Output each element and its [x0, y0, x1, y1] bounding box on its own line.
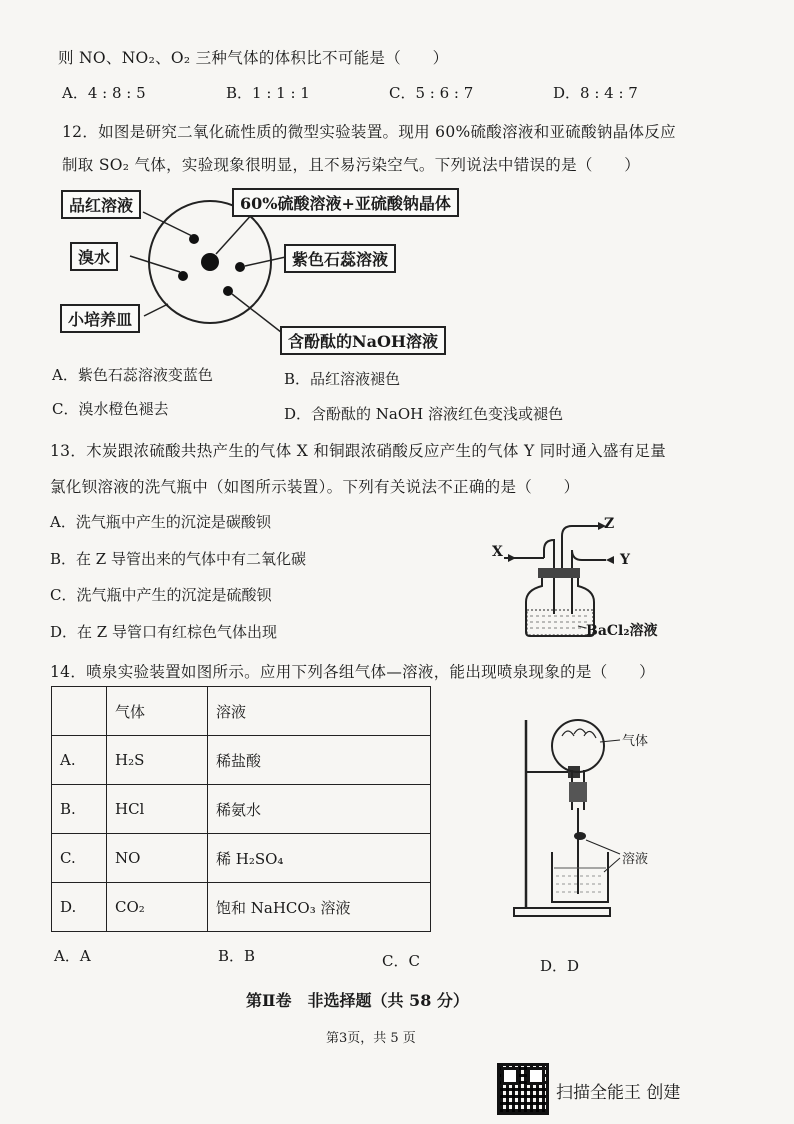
- table-cell: NO: [107, 834, 208, 883]
- q11-option-c: C．5 : 6 : 7: [389, 84, 474, 102]
- q13-option-c: C．洗气瓶中产生的沉淀是硫酸钡: [50, 586, 272, 604]
- table-header-cell: [52, 687, 107, 736]
- q12-option-b: B．品红溶液褪色: [284, 370, 401, 388]
- q14-option-b: B．B: [218, 947, 256, 965]
- table-cell: 稀氨水: [208, 785, 431, 834]
- acid-center-dot: [201, 253, 219, 271]
- label-acid: 60%硫酸溶液+亚硫酸钠晶体: [232, 188, 459, 217]
- q14-option-c: C．C: [382, 952, 420, 970]
- table-cell: H₂S: [107, 736, 208, 785]
- q12-option-c: C．溴水橙色褪去: [52, 400, 169, 418]
- label-bromine: 溴水: [70, 242, 118, 271]
- table-cell: CO₂: [107, 883, 208, 932]
- q12-stem-line2: 制取 SO₂ 气体，实验现象很明显，且不易污染空气。下列说法中错误的是（ ）: [62, 156, 641, 174]
- label-solution: 溶液: [622, 852, 649, 867]
- table-header-cell: 气体: [107, 687, 208, 736]
- label-dish: 小培养皿: [60, 304, 140, 333]
- label-gas: 气体: [622, 734, 649, 749]
- label-y: Y: [620, 552, 630, 568]
- table-cell: D.: [52, 883, 107, 932]
- litmus-dot: [235, 262, 245, 272]
- q13-stem-line1: 13．木炭跟浓硫酸共热产生的气体 X 和铜跟浓硝酸反应产生的气体 Y 同时通入盛有足量: [50, 442, 667, 460]
- q12-option-a: A．紫色石蕊溶液变蓝色: [52, 366, 213, 384]
- qr-code-icon: [497, 1063, 549, 1115]
- table-header-row: [52, 687, 431, 736]
- q11-option-b: B．1 : 1 : 1: [226, 84, 310, 102]
- q13-option-d: D．在 Z 导管口有红棕色气体出现: [50, 623, 277, 641]
- q13-option-b: B．在 Z 导管出来的气体中有二氧化碳: [50, 550, 306, 568]
- q13-stem-line2: 氯化钡溶液的洗气瓶中（如图所示装置）。下列有关说法不正确的是（ ）: [50, 478, 580, 496]
- table-cell: HCl: [107, 785, 208, 834]
- label-litmus: 紫色石蕊溶液: [284, 244, 396, 273]
- table-cell: B.: [52, 785, 107, 834]
- q14-stem: 14．喷泉实验装置如图所示。应用下列各组气体—溶液，能出现喷泉现象的是（ ）: [50, 663, 655, 681]
- q12-diagram: [58, 186, 478, 352]
- label-naoh: 含酚酞的NaOH溶液: [280, 326, 446, 355]
- table-cell: 稀 H₂SO₄: [208, 834, 431, 883]
- q11-stem-tail: 则 NO、NO₂、O₂ 三种气体的体积比不可能是（ ）: [58, 49, 449, 67]
- label-z: Z: [604, 516, 615, 532]
- table-row: [52, 883, 431, 932]
- label-x: X: [492, 544, 503, 560]
- table-cell: C.: [52, 834, 107, 883]
- table-header-cell: 溶液: [208, 687, 431, 736]
- q13-option-a: A．洗气瓶中产生的沉淀是碳酸钡: [50, 513, 271, 531]
- table-cell: 稀盐酸: [208, 736, 431, 785]
- q13-wash-bottle-diagram: [486, 514, 662, 642]
- label-bacl2: BaCl₂溶液: [586, 623, 658, 639]
- table-row: [52, 785, 431, 834]
- q14-fountain-diagram: [508, 712, 668, 922]
- q12-stem-line1: 12．如图是研究二氧化硫性质的微型实验装置。现用 60%硫酸溶液和亚硫酸钠晶体反应: [62, 123, 676, 141]
- label-pinhong: 品红溶液: [61, 190, 141, 219]
- table-row: [52, 736, 431, 785]
- q14-table: [51, 686, 431, 932]
- table-row: [52, 834, 431, 883]
- q14-option-a: A．A: [54, 947, 91, 965]
- section-title: 第Ⅱ卷 非选择题（共 58 分）: [246, 991, 469, 1010]
- watermark-text: 扫描全能王 创建: [556, 1083, 681, 1103]
- q14-option-d: D．D: [540, 957, 580, 975]
- table-cell: 饱和 NaHCO₃ 溶液: [208, 883, 431, 932]
- page-number: 第3页，共 5 页: [326, 1031, 416, 1046]
- q11-option-a: A．4 : 8 : 5: [62, 84, 146, 102]
- q12-option-d: D．含酚酞的 NaOH 溶液红色变浅或褪色: [284, 405, 564, 423]
- q11-option-d: D．8 : 4 : 7: [553, 84, 638, 102]
- naoh-dot: [223, 286, 233, 296]
- table-cell: A.: [52, 736, 107, 785]
